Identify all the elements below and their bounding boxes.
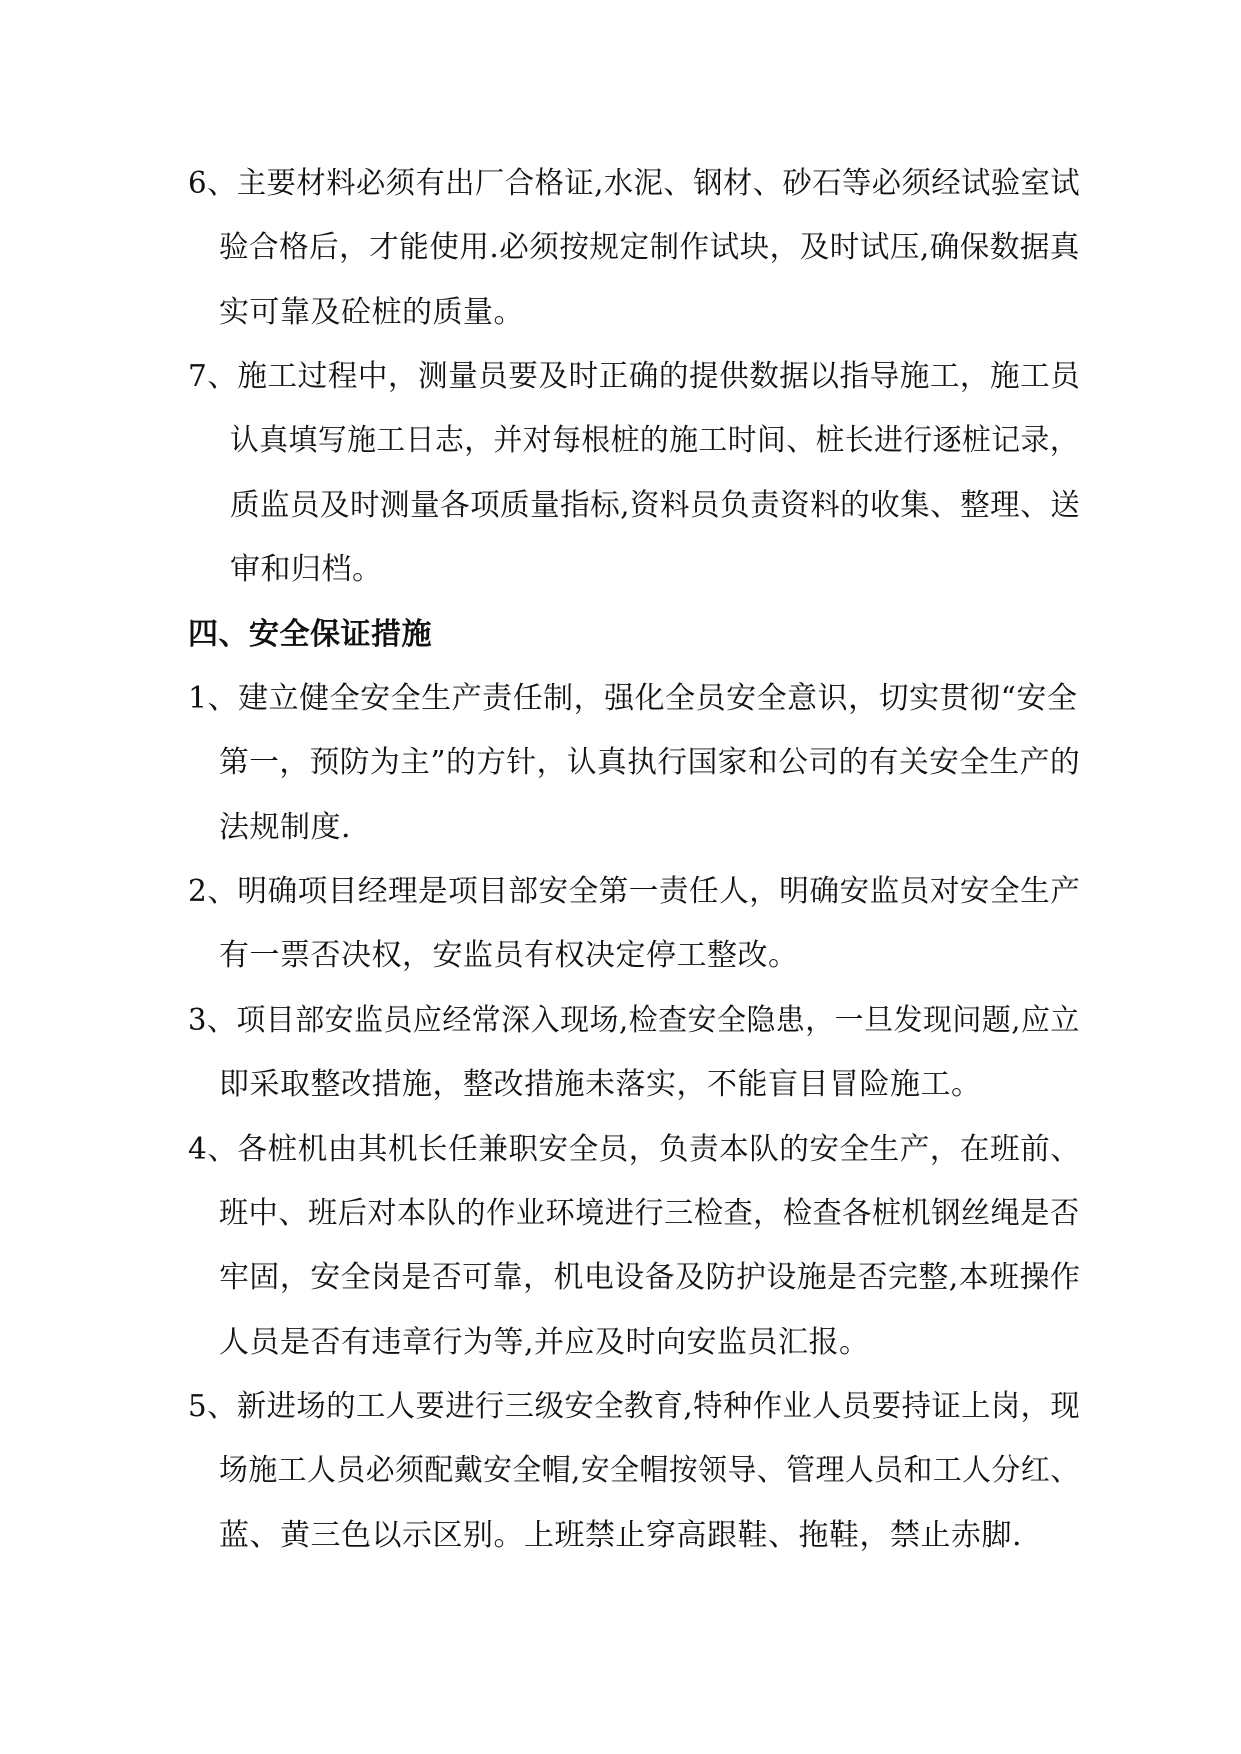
item-2-line-1: 2、明确项目经理是项目部安全第一责任人，明确安监员对安全生产: [188, 874, 1081, 909]
item-7-line-2: 认真填写施工日志，并对每根桩的施工时间、桩长进行逐桩记录，: [230, 423, 1080, 458]
item-1-line-2: 第一，预防为主”的方针，认真执行国家和公司的有关安全生产的: [219, 745, 1081, 780]
item-7-line-3: 质监员及时测量各项质量指标,资料员负责资料的收集、整理、送: [230, 488, 1081, 523]
item-6-line-2: 验合格后，才能使用.必须按规定制作试块，及时试压,确保数据真: [219, 230, 1080, 265]
item-6-line-1: 6、主要材料必须有出厂合格证,水泥、钢材、砂石等必须经试验室试: [188, 166, 1081, 201]
item-7-line-1: 7、施工过程中，测量员要及时正确的提供数据以指导施工，施工员: [188, 359, 1081, 394]
item-4-line-2: 班中、班后对本队的作业环境进行三检查，检查各桩机钢丝绳是否: [219, 1196, 1080, 1231]
item-4-line-1: 4、各桩机由其机长任兼职安全员，负责本队的安全生产，在班前、: [188, 1132, 1081, 1167]
item-1-line-1: 1、建立健全安全生产责任制，强化全员安全意识，切实贯彻“安全: [188, 681, 1078, 716]
item-5-line-2: 场施工人员必须配戴安全帽,安全帽按领导、管理人员和工人分红、: [219, 1453, 1080, 1488]
item-5-line-3: 蓝、黄三色以示区别。上班禁止穿高跟鞋、拖鞋，禁止赤脚.: [219, 1518, 1023, 1553]
item-4-line-3: 牢固，安全岗是否可靠，机电设备及防护设施是否完整,本班操作: [219, 1260, 1081, 1295]
item-5-line-1: 5、新进场的工人要进行三级安全教育,特种作业人员要持证上岗，现: [188, 1389, 1081, 1424]
item-1-line-3: 法规制度.: [219, 810, 352, 845]
item-7-line-4: 审和归档。: [230, 552, 383, 587]
item-4-line-4: 人员是否有违章行为等,并应及时向安监员汇报。: [219, 1325, 870, 1360]
item-2-line-2: 有一票否决权，安监员有权决定停工整改。: [219, 938, 799, 973]
item-3-line-1: 3、项目部安监员应经常深入现场,检查安全隐患，一旦发现问题,应立: [188, 1003, 1080, 1038]
item-3-line-2: 即采取整改措施，整改措施未落实，不能盲目冒险施工。: [219, 1067, 982, 1102]
item-6-line-3: 实可靠及砼桩的质量。: [219, 295, 524, 330]
section-heading: 四、安全保证措施: [188, 617, 432, 652]
